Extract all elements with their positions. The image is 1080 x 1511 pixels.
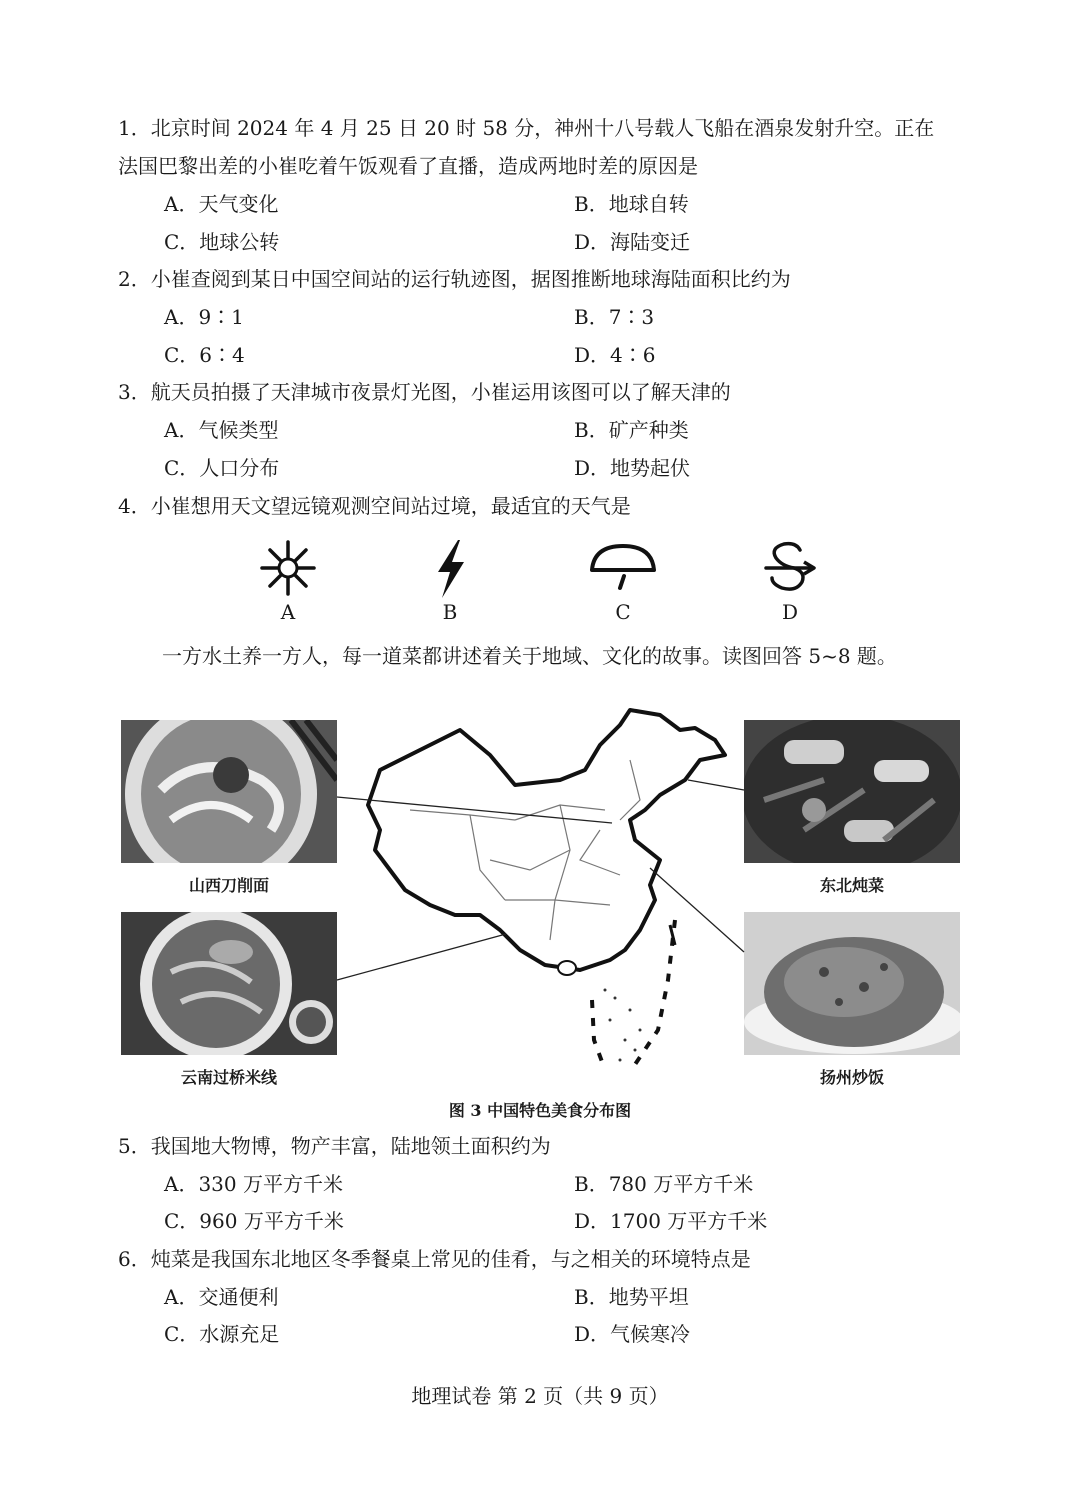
symbol-label-c: C xyxy=(615,600,631,624)
q1-stem-line1: 1．北京时间 2024 年 4 月 25 日 20 时 58 分，神州十八号载人飞船在酒泉发射升空。正在 xyxy=(118,116,935,140)
symbol-label-b: B xyxy=(442,600,458,624)
q5-option-d: D．1700 万平方千米 xyxy=(574,1209,768,1233)
symbol-label-d: D xyxy=(781,600,799,624)
q5-option-c: C．960 万平方千米 xyxy=(164,1209,344,1233)
q3-option-d: D．地势起伏 xyxy=(574,456,691,480)
q6-option-a: A．交通便利 xyxy=(164,1285,279,1309)
q3-stem: 3．航天员拍摄了天津城市夜景灯光图，小崔运用该图可以了解天津的 xyxy=(118,380,731,404)
q5-stem: 5．我国地大物博，物产丰富，陆地领土面积约为 xyxy=(118,1134,551,1158)
caption-yunnan-rice-noodles: 云南过桥米线 xyxy=(180,1068,277,1087)
caption-yangzhou-fried-rice: 扬州炒饭 xyxy=(819,1068,884,1087)
q2-option-b: B．7∶3 xyxy=(574,305,655,329)
symbol-label-a: A xyxy=(280,600,296,624)
q6-option-b: B．地势平坦 xyxy=(574,1285,689,1309)
q2-option-a: A．9∶1 xyxy=(164,305,244,329)
caption-shanxi-noodles: 山西刀削面 xyxy=(188,876,269,895)
q5-option-a: A．330 万平方千米 xyxy=(164,1172,343,1196)
q1-option-a: A．天气变化 xyxy=(164,192,279,216)
q1-option-c: C．地球公转 xyxy=(164,230,280,254)
q3-option-b: B．矿产种类 xyxy=(574,418,689,442)
q2-stem: 2．小崔查阅到某日中国空间站的运行轨迹图，据图推断地球海陆面积比约为 xyxy=(118,267,791,291)
figure-intro: 一方水土养一方人，每一道菜都讲述着关于地域、文化的故事。读图回答 5~8 题。 xyxy=(162,644,897,668)
q2-option-c: C．6∶4 xyxy=(164,343,245,367)
q5-option-b: B．780 万平方千米 xyxy=(574,1172,754,1196)
q6-option-c: C．水源充足 xyxy=(164,1322,280,1346)
q1-option-d: D．海陆变迁 xyxy=(574,230,691,254)
figure-caption: 图 3 中国特色美食分布图 xyxy=(448,1101,632,1120)
q1-stem-line2: 法国巴黎出差的小崔吃着午饭观看了直播，造成两地时差的原因是 xyxy=(118,154,698,178)
q4-stem: 4．小崔想用天文望远镜观测空间站过境，最适宜的天气是 xyxy=(118,494,631,518)
q3-option-c: C．人口分布 xyxy=(164,456,280,480)
page-footer: 地理试卷 第 2 页（共 9 页） xyxy=(411,1384,669,1408)
q2-option-d: D．4∶6 xyxy=(574,343,656,367)
q3-option-a: A．气候类型 xyxy=(164,418,279,442)
q1-option-b: B．地球自转 xyxy=(574,192,689,216)
q6-stem: 6．炖菜是我国东北地区冬季餐桌上常见的佳肴，与之相关的环境特点是 xyxy=(118,1247,751,1271)
caption-northeast-stew: 东北炖菜 xyxy=(819,876,884,895)
q6-option-d: D．气候寒冷 xyxy=(574,1322,691,1346)
